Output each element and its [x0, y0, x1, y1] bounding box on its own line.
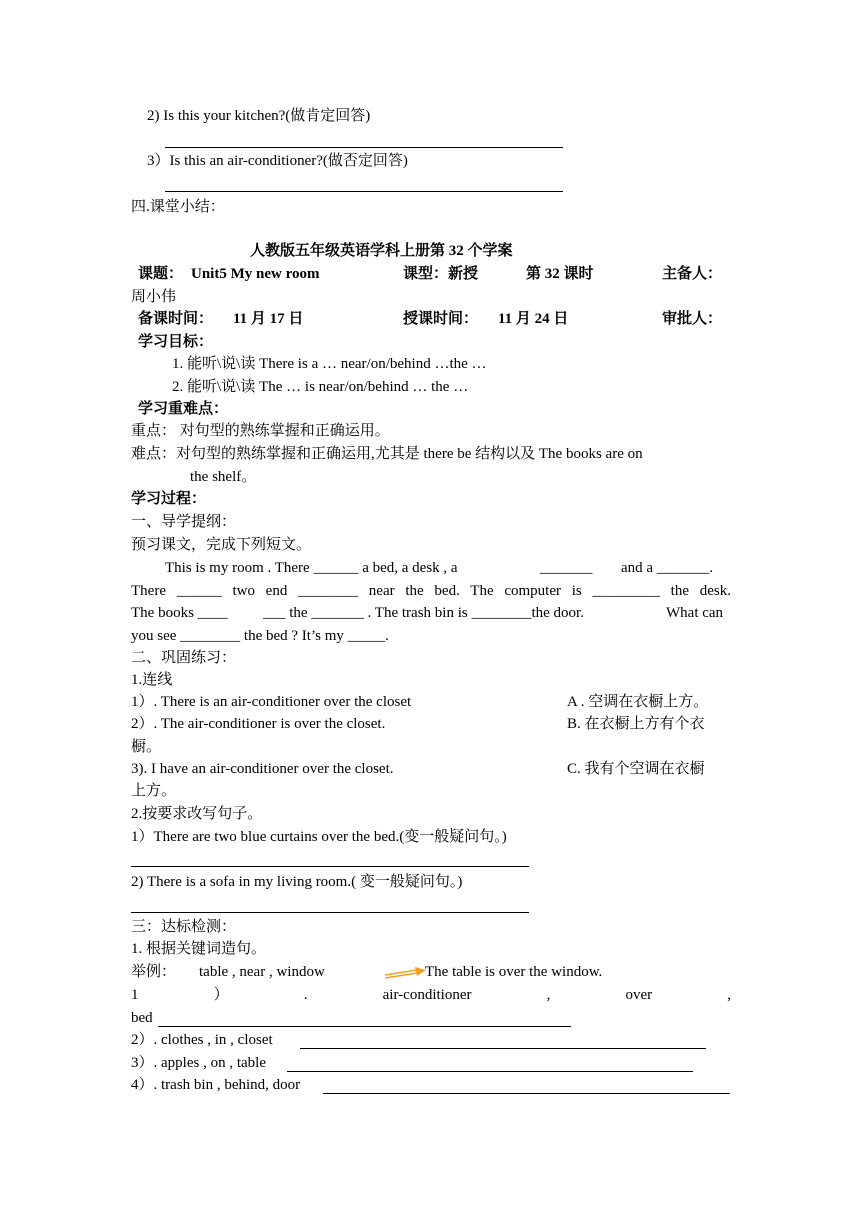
rewrite-item: 1）There are two blue curtains over the bed.(变一般疑问句。)	[131, 829, 507, 845]
teach-time-label: 授课时间：	[403, 311, 479, 327]
make-item-3: 3）. apples , on , table	[131, 1055, 266, 1071]
goal-item: 1. 能听\说\读 There is a … near/on/behind …the …	[172, 356, 487, 372]
passage-blank: _______	[540, 560, 593, 576]
process-heading: 学习过程：	[131, 491, 207, 507]
make-item-1	[131, 985, 731, 1005]
match-sentence: 1）. There is an air-conditioner over the closet	[131, 694, 412, 710]
summary-heading: 四.课堂小结：	[131, 199, 225, 215]
topic: Unit5 My new room	[191, 266, 320, 282]
prep-time: 11 月 17 日	[233, 311, 304, 327]
difficulty-text: 难点：对句型的熟练掌握和正确运用,尤其是 there be 结构以及 The books are on	[131, 446, 643, 462]
match-translation: A . 空调在衣橱上方。	[567, 694, 709, 710]
passage-line-end: and a _______.	[621, 560, 714, 576]
passage-line-mid: ___ the _______ . The trash bin is ________the door.	[263, 605, 584, 621]
focus-text: 重点： 对句型的熟练掌握和正确运用。	[131, 423, 390, 439]
passage-line: you see ________ the bed ? It’s my _____.	[131, 628, 389, 644]
answer-line	[300, 1048, 706, 1049]
preview-instruction: 预习课文，完成下列短文。	[131, 537, 312, 553]
difficulty-text-cont: the shelf。	[190, 469, 257, 485]
make-item-4: 4）. trash bin , behind, door	[131, 1077, 301, 1093]
answer-line	[131, 912, 529, 913]
item-part: ,	[727, 987, 731, 1003]
preparer-name: 周小伟	[131, 289, 177, 305]
section-3-heading: 三：达标检测：	[131, 919, 237, 935]
question-3: 3）Is this an air-conditioner?(做否定回答)	[147, 153, 408, 169]
arrow-icon	[383, 966, 427, 980]
item-part: over	[625, 987, 653, 1003]
answer-line	[131, 866, 529, 867]
passage-line: The books ____	[131, 605, 228, 621]
reviewer-label: 审批人：	[662, 311, 723, 327]
make-item-1-cont: bed	[131, 1010, 153, 1026]
section-2-heading: 二、巩固练习：	[131, 650, 237, 666]
rewrite-heading: 2.按要求改写句子。	[131, 806, 263, 822]
rewrite-item: 2) There is a sofa in my living room.( 变一般疑问句。)	[131, 874, 463, 890]
match-sentence: 3). I have an air-conditioner over the closet.	[131, 761, 394, 777]
match-translation-wrap: 上方。	[131, 783, 177, 799]
example-answer: The table is over the window.	[425, 964, 603, 980]
lesson-type: 课型：新授	[403, 266, 479, 282]
passage-line: This is my room . There ______ a bed, a desk , a	[165, 560, 458, 576]
topic-label: 课题：	[138, 266, 184, 282]
answer-line	[165, 147, 563, 148]
passage-text: There ______ two end ________ near the bed. The computer is _________ the desk.	[131, 583, 731, 599]
goals-heading: 学习目标：	[138, 334, 214, 350]
item-part: 1	[131, 987, 139, 1003]
match-translation: C. 我有个空调在衣橱	[567, 761, 705, 777]
page-title: 人教版五年级英语学科上册第 32 个学案	[250, 243, 513, 259]
section-1-heading: 一、导学提纲：	[131, 514, 237, 530]
prep-time-label: 备课时间：	[138, 311, 214, 327]
answer-line	[287, 1071, 693, 1072]
make-sentence-heading: 1. 根据关键词造句。	[131, 941, 267, 957]
example-label: 举例：	[131, 964, 177, 980]
answer-line	[158, 1026, 571, 1027]
item-part: ,	[546, 987, 551, 1003]
make-item-2: 2）. clothes , in , closet	[131, 1032, 273, 1048]
passage-line-end: What can	[666, 605, 724, 621]
match-translation: B. 在衣橱上方有个衣	[567, 716, 705, 732]
passage-line	[131, 581, 731, 601]
item-part: .	[303, 987, 308, 1003]
lesson-period: 第 32 课时	[526, 266, 594, 282]
example-words: table , near , window	[199, 964, 325, 980]
answer-line	[165, 191, 563, 192]
answer-line	[323, 1093, 730, 1094]
key-points-heading: 学习重难点：	[138, 401, 229, 417]
preparer-label: 主备人：	[662, 266, 723, 282]
item-part: ）	[213, 987, 229, 1003]
item-part: air-conditioner	[382, 987, 472, 1003]
match-sentence: 2）. The air-conditioner is over the closet.	[131, 716, 386, 732]
question-2: 2) Is this your kitchen?(做肯定回答)	[147, 108, 371, 124]
match-heading: 1.连线	[131, 672, 173, 688]
teach-time: 11 月 24 日	[498, 311, 569, 327]
match-translation-wrap: 橱。	[131, 739, 162, 755]
goal-item: 2. 能听\说\读 The … is near/on/behind … the …	[172, 379, 469, 395]
